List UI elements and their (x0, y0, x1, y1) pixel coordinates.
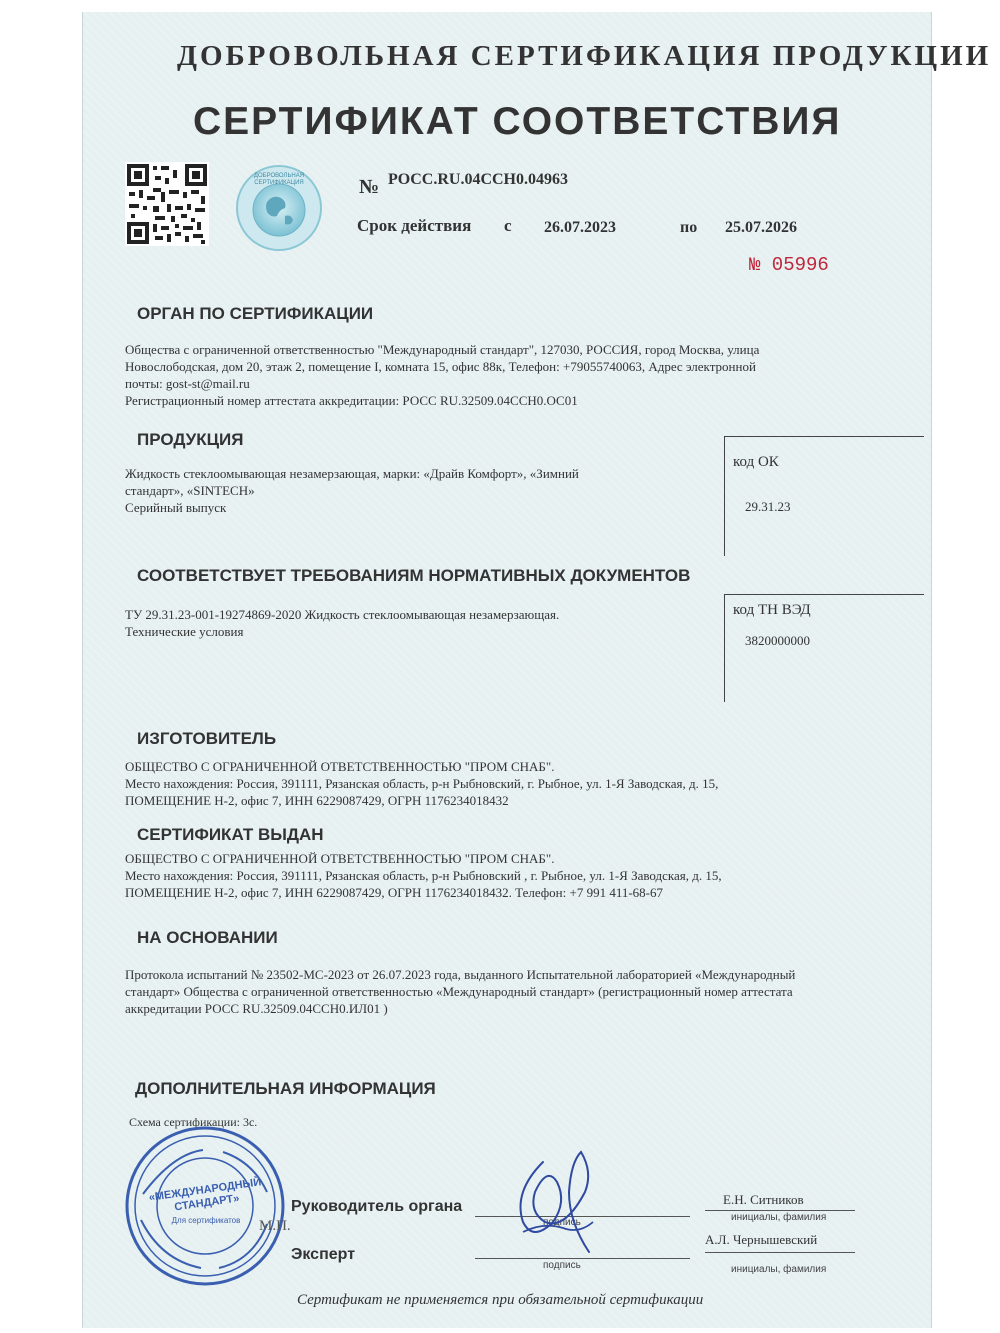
product-text (125, 465, 685, 516)
basis-text (125, 966, 930, 1017)
stamp-center-text: «МЕЖДУНАРОДНЫЙ СТАНДАРТ» (148, 1176, 262, 1214)
code-ok-label: код ОК (733, 454, 779, 470)
product-line: Серийный выпуск (125, 500, 227, 515)
basis-line: Протокола испытаний № 23502-МС-2023 от 26.07.2023 года, выданного Испытательной лабораторией «Международный (125, 967, 796, 982)
stamp-sub-text: Для сертификатов (171, 1216, 241, 1225)
norms-text (125, 606, 715, 640)
head-name-caption: инициалы, фамилия (731, 1212, 827, 1223)
issued-line: Место нахождения: Россия, 391111, Рязанская область, р-н Рыбновский , г. Рыбное, ул. 1-Я Заводская, д. 15, (125, 868, 722, 883)
code-ok-value: 29.31.23 (745, 499, 791, 514)
expert-name: А.Л. Чернышевский (705, 1232, 818, 1247)
product-line: стандарт», «SINTECH» (125, 483, 255, 498)
norms-line: ТУ 29.31.23-001-19274869-2020 Жидкость стеклоомывающая незамерзающая. (125, 607, 560, 622)
basis-line: аккредитации РОСС RU.32509.04ССН0.ИЛ01 ) (125, 1001, 388, 1016)
mp-label: М.П. (259, 1218, 291, 1234)
organ-line: Регистрационный номер аттестата аккредитации: РОСС RU.32509.04ССН0.ОС01 (125, 393, 578, 408)
section-heading-organ: ОРГАН ПО СЕРТИФИКАЦИИ (137, 304, 374, 323)
date-from: 26.07.2023 (544, 219, 616, 236)
section-heading-product: ПРОДУКЦИЯ (137, 430, 244, 449)
to-word: по (680, 219, 698, 236)
top-title: ДОБРОВОЛЬНАЯ СЕРТИФИКАЦИЯ ПРОДУКЦИИ (177, 40, 992, 72)
expert-signature-caption: подпись (543, 1260, 581, 1271)
expert-label: Эксперт (291, 1246, 356, 1263)
head-of-organ-label: Руководитель органа (291, 1198, 463, 1215)
head-name-line (705, 1210, 855, 1211)
manufacturer-line: Место нахождения: Россия, 391111, Рязанская область, р-н Рыбновский, г. Рыбное, ул. 1-Я Заводская, д. 15, (125, 776, 719, 791)
issued-line: ПОМЕЩЕНИЕ Н-2, офис 7, ИНН 6229087429, ОГРН 1176234018432. Телефон: +7 991 411-68-67 (125, 885, 664, 900)
footer-note: Сертификат не применяется при обязательной сертификации (297, 1292, 704, 1308)
qr-code-icon (125, 162, 209, 246)
issued-text (125, 850, 925, 901)
code-tnved-value: 3820000000 (745, 633, 810, 648)
section-heading-norms: СООТВЕТСТВУЕТ ТРЕБОВАНИЯМ НОРМАТИВНЫХ ДОКУМЕНТОВ (137, 566, 691, 585)
issued-line: ОБЩЕСТВО С ОГРАНИЧЕННОЙ ОТВЕТСТВЕННОСТЬЮ "ПРОМ СНАБ". (125, 851, 555, 866)
date-to: 25.07.2026 (725, 219, 797, 236)
organ-line: Новослободская, дом 20, этаж 2, помещение I, комната 15, офис 88к, Телефон: +79055740063, Адрес электронной (125, 359, 756, 374)
certificate-number: POCC.RU.04CCH0.04963 (388, 171, 568, 188)
organ-line: почты: gost-st@mail.ru (125, 376, 250, 391)
from-word: с (504, 216, 512, 235)
product-line: Жидкость стеклоомывающая незамерзающая, марки: «Драйв Комфорт», «Зимний (125, 466, 579, 481)
section-heading-issued: СЕРТИФИКАТ ВЫДАН (137, 825, 324, 844)
serial-number: № 05996 (749, 254, 829, 276)
expert-name-line (705, 1252, 855, 1253)
manufacturer-line: ПОМЕЩЕНИЕ Н-2, офис 7, ИНН 6229087429, ОГРН 1176234018432 (125, 793, 509, 808)
norms-line: Технические условия (125, 624, 244, 639)
organ-line: Общества с ограниченной ответственностью "Международный стандарт", 127030, РОССИЯ, город Москва, улица (125, 342, 760, 357)
expert-name-caption: инициалы, фамилия (731, 1264, 827, 1275)
code-tnved-label: код ТН ВЭД (733, 602, 811, 618)
manufacturer-text (125, 758, 925, 809)
section-heading-additional: ДОПОЛНИТЕЛЬНАЯ ИНФОРМАЦИЯ (135, 1079, 436, 1098)
certificate-sheet (82, 12, 992, 1328)
main-title: СЕРТИФИКАТ СООТВЕТСТВИЯ (193, 100, 842, 143)
organ-text (125, 341, 925, 409)
number-prefix: № (359, 176, 380, 198)
basis-line: стандарт» Общества с ограниченной ответственностью «Международный стандарт» (регистрационный номер аттестата (125, 984, 793, 999)
certification-scheme: Схема сертификации: 3с. (129, 1115, 258, 1129)
signature-icon (503, 1132, 613, 1262)
head-name: Е.Н. Ситников (723, 1192, 804, 1207)
emblem-label: ДОБРОВОЛЬНАЯ СЕРТИФИКАЦИЯ (253, 173, 305, 186)
section-heading-basis: НА ОСНОВАНИИ (137, 928, 278, 947)
validity-label: Срок действия (357, 216, 472, 235)
head-signature-caption: подпись (543, 1217, 581, 1228)
manufacturer-line: ОБЩЕСТВО С ОГРАНИЧЕННОЙ ОТВЕТСТВЕННОСТЬЮ "ПРОМ СНАБ". (125, 759, 555, 774)
section-heading-manufacturer: ИЗГОТОВИТЕЛЬ (137, 729, 277, 748)
